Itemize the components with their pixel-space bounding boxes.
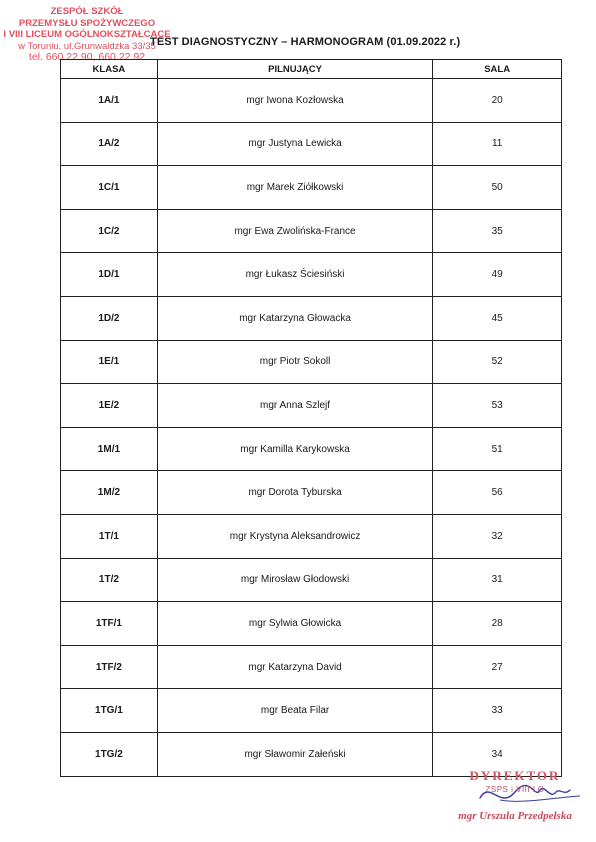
cell-sala: 33: [433, 689, 562, 733]
stamp-line-4: w Toruniu, ul.Grunwaldzka 33/35: [18, 40, 156, 52]
table-row: [61, 602, 562, 646]
director-stamp: [440, 768, 590, 822]
table-row: [61, 122, 562, 166]
stamp-line-5: tel. 660 22 90, 660 22 92: [28, 51, 146, 63]
stamp-line-1: ZESPÓŁ SZKÓŁ: [50, 6, 124, 17]
cell-klasa: 1C/2: [61, 209, 158, 253]
table-row: [61, 427, 562, 471]
cell-klasa: 1T/1: [61, 514, 158, 558]
table-row: [61, 296, 562, 340]
table-header-row: [61, 60, 562, 79]
cell-sala: 35: [433, 209, 562, 253]
cell-klasa: 1A/2: [61, 122, 158, 166]
cell-klasa: 1TG/2: [61, 732, 158, 776]
cell-klasa: 1TG/1: [61, 689, 158, 733]
stamp-line-2: PRZEMYSŁU SPOŻYWCZEGO: [18, 17, 156, 29]
cell-sala: 56: [433, 471, 562, 515]
cell-pilnujacy: mgr Justyna Lewicka: [157, 122, 432, 166]
cell-pilnujacy: mgr Beata Filar: [157, 689, 432, 733]
cell-klasa: 1D/1: [61, 253, 158, 297]
director-title: DYREKTOR: [469, 768, 561, 783]
cell-klasa: 1D/2: [61, 296, 158, 340]
table-row: [61, 253, 562, 297]
cell-klasa: 1E/1: [61, 340, 158, 384]
cell-sala: 52: [433, 340, 562, 384]
stamp-line-3: I VIII LICEUM OGÓLNOKSZTAŁCĄCE: [3, 29, 171, 40]
cell-pilnujacy: mgr Sylwia Głowicka: [157, 602, 432, 646]
cell-klasa: 1T/2: [61, 558, 158, 602]
header-pilnujacy: PILNUJĄCY: [157, 60, 432, 79]
cell-sala: 11: [433, 122, 562, 166]
cell-pilnujacy: mgr Katarzyna Głowacka: [157, 296, 432, 340]
table-row: [61, 689, 562, 733]
cell-sala: 45: [433, 296, 562, 340]
cell-pilnujacy: mgr Łukasz Ściesiński: [157, 253, 432, 297]
director-name: mgr Urszula Przedpełska: [458, 810, 572, 822]
table-row: [61, 340, 562, 384]
table-row: [61, 79, 562, 123]
cell-klasa: 1A/1: [61, 79, 158, 123]
cell-klasa: 1M/1: [61, 427, 158, 471]
cell-pilnujacy: mgr Kamilla Karykowska: [157, 427, 432, 471]
cell-sala: 50: [433, 166, 562, 210]
table-row: [61, 558, 562, 602]
cell-klasa: 1M/2: [61, 471, 158, 515]
cell-sala: 32: [433, 514, 562, 558]
cell-pilnujacy: mgr Mirosław Głodowski: [157, 558, 432, 602]
cell-pilnujacy: mgr Marek Ziółkowski: [157, 166, 432, 210]
school-stamp: [2, 6, 172, 64]
document-title: TEST DIAGNOSTYCZNY – HARMONOGRAM (01.09.2022 r.): [150, 36, 461, 48]
cell-pilnujacy: mgr Ewa Zwolińska-France: [157, 209, 432, 253]
cell-pilnujacy: mgr Sławomir Załeński: [157, 732, 432, 776]
cell-sala: 20: [433, 79, 562, 123]
cell-pilnujacy: mgr Krystyna Aleksandrowicz: [157, 514, 432, 558]
director-org: ZSPS i VIII LO: [485, 785, 545, 794]
table-row: [61, 209, 562, 253]
table-row: [61, 166, 562, 210]
cell-pilnujacy: mgr Anna Szlejf: [157, 384, 432, 428]
cell-klasa: 1TF/1: [61, 602, 158, 646]
header-klasa: KLASA: [61, 60, 158, 79]
cell-sala: 51: [433, 427, 562, 471]
cell-sala: 49: [433, 253, 562, 297]
table-row: [61, 514, 562, 558]
cell-pilnujacy: mgr Dorota Tyburska: [157, 471, 432, 515]
cell-pilnujacy: mgr Piotr Sokoll: [157, 340, 432, 384]
cell-pilnujacy: mgr Katarzyna David: [157, 645, 432, 689]
cell-sala: 34: [433, 732, 562, 776]
schedule-table: [60, 59, 562, 777]
cell-sala: 27: [433, 645, 562, 689]
table-row: [61, 471, 562, 515]
header-sala: SALA: [433, 60, 562, 79]
table-row: [61, 645, 562, 689]
cell-pilnujacy: mgr Iwona Kozłowska: [157, 79, 432, 123]
cell-sala: 28: [433, 602, 562, 646]
cell-sala: 31: [433, 558, 562, 602]
cell-klasa: 1E/2: [61, 384, 158, 428]
table-row: [61, 384, 562, 428]
cell-sala: 53: [433, 384, 562, 428]
cell-klasa: 1TF/2: [61, 645, 158, 689]
cell-klasa: 1C/1: [61, 166, 158, 210]
